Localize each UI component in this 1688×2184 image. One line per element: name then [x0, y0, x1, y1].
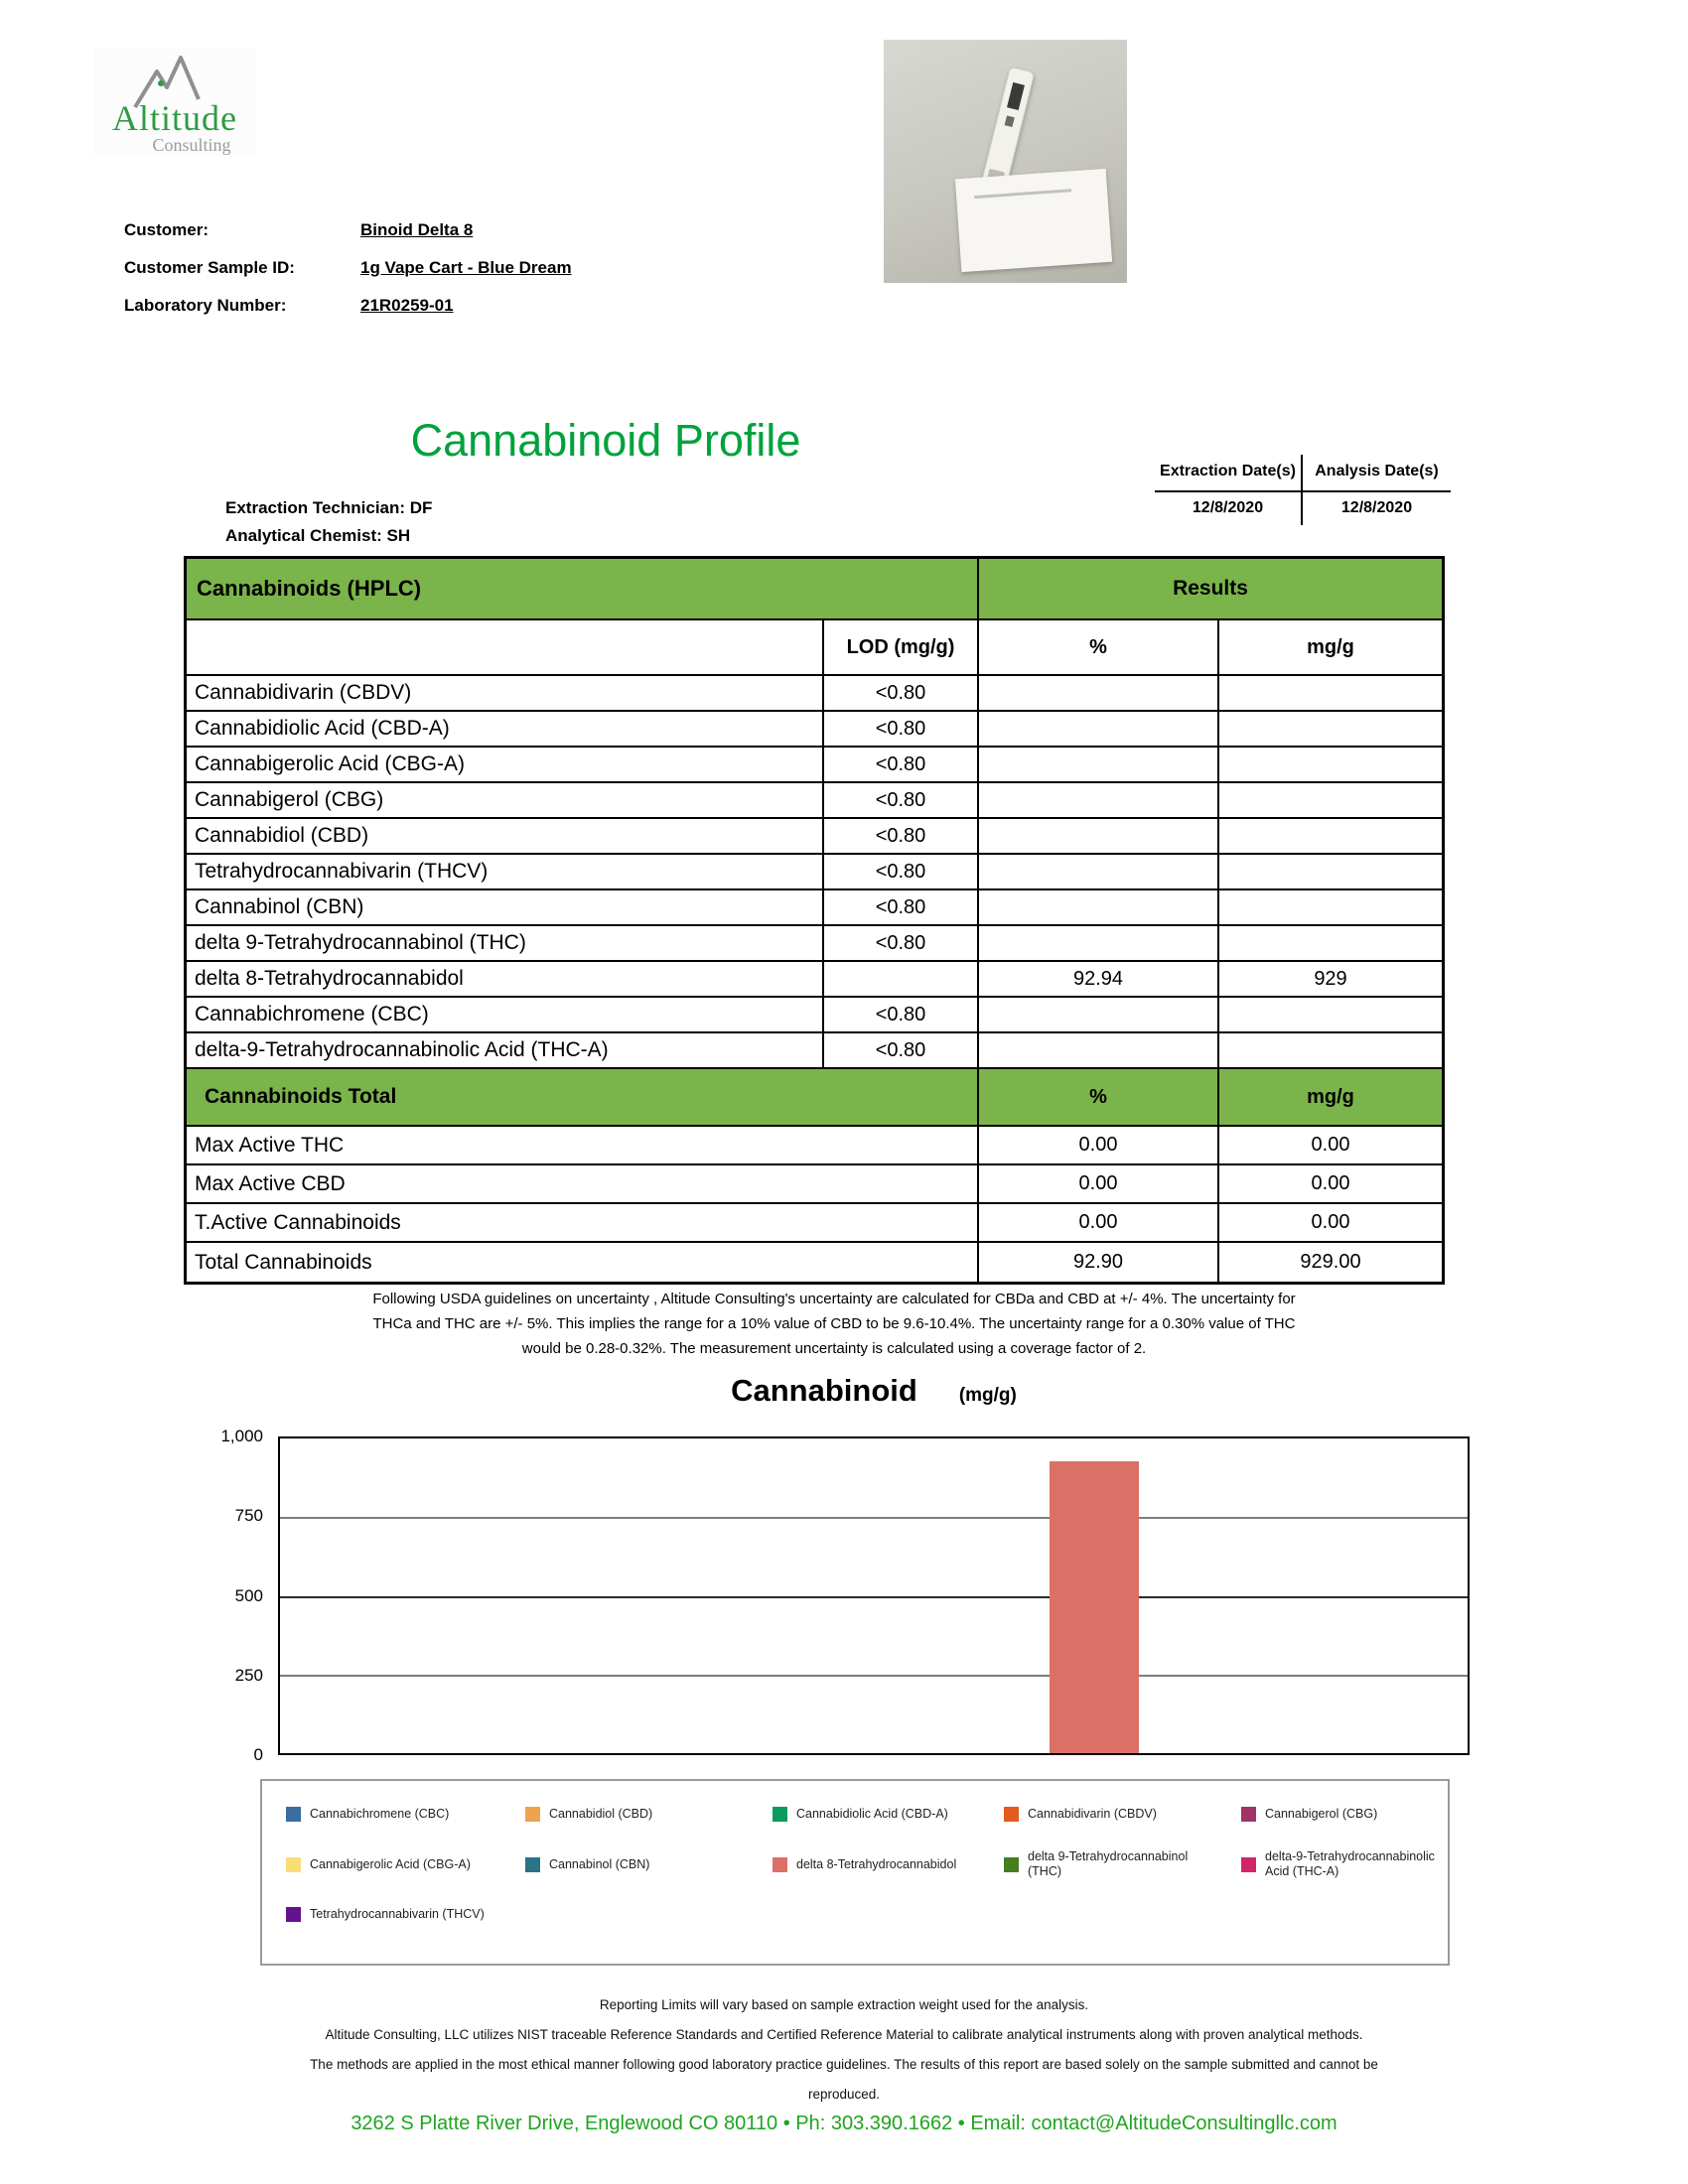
table-column-header-row — [187, 620, 1442, 676]
legend-swatch — [1241, 1807, 1256, 1822]
table-row: Cannabidiol (CBD) <0.80 — [187, 819, 1442, 855]
chart-ytick: 1,000 — [220, 1427, 263, 1445]
sample-photo — [884, 40, 1127, 283]
table-row: Tetrahydrocannabivarin (THCV) <0.80 — [187, 855, 1442, 890]
photo-card — [955, 169, 1112, 272]
table-row: Cannabinol (CBN) <0.80 — [187, 890, 1442, 926]
table-row: Cannabichromene (CBC) <0.80 — [187, 998, 1442, 1033]
legend-label: Cannabidiolic Acid (CBD-A) — [796, 1807, 948, 1821]
legend-swatch — [1241, 1857, 1256, 1872]
legend-item — [286, 1907, 525, 1922]
extraction-date-value: 12/8/2020 — [1192, 499, 1264, 516]
legend-label: delta 9-Tetrahydrocannabinol (THC) — [1028, 1849, 1189, 1878]
table-row-delta8: delta 8-Tetrahydrocannabidol 92.94 929 — [187, 962, 1442, 998]
legend-label: Cannabinol (CBN) — [549, 1856, 650, 1871]
sample-id-value: 1g Vape Cart - Blue Dream — [360, 258, 572, 277]
legend-label: Tetrahydrocannabivarin (THCV) — [310, 1907, 485, 1921]
chart-gridline — [280, 1596, 1468, 1598]
totals-row: Total Cannabinoids 92.90 929.00 — [187, 1243, 1442, 1282]
lab-number-value: 21R0259-01 — [360, 296, 454, 315]
address-line: 3262 S Platte River Drive, Englewood CO 80110 • Ph: 303.390.1662 • Email: contact@AltitudeConsultingllc.com — [351, 2113, 1337, 2134]
customer-value: Binoid Delta 8 — [360, 220, 474, 239]
col-header-pct: % — [977, 620, 1217, 674]
totals-col-mgg: mg/g — [1217, 1069, 1442, 1125]
legend-swatch — [1004, 1857, 1019, 1872]
extraction-date-header: Extraction Date(s) — [1155, 455, 1301, 492]
table-row: Cannabidivarin (CBDV) <0.80 — [187, 676, 1442, 712]
table-section-header-row — [187, 559, 1442, 620]
legend-label: delta 8-Tetrahydrocannabidol — [796, 1856, 957, 1871]
chart-unit-label: (mg/g) — [958, 1385, 1017, 1406]
analysis-date-value: 12/8/2020 — [1340, 499, 1413, 516]
chart-title — [278, 1373, 1470, 1409]
legend-item — [1241, 1807, 1442, 1822]
table-row: delta-9-Tetrahydrocannabinolic Acid (THC-A) <0.80 — [187, 1033, 1442, 1069]
legend-swatch — [286, 1857, 301, 1872]
chart-legend — [260, 1779, 1450, 1966]
legend-swatch — [773, 1857, 787, 1872]
analytical-chemist: Analytical Chemist: SH — [225, 526, 411, 545]
uncertainty-note: Following USDA guidelines on uncertainty , Altitude Consulting's uncertainty are calculated for CBDa and CBD at +/- 4%. The uncertainty for THCa and THC are +/- 5%. This implies the range for a 10% value of CBD to be 9.6-10.4%. The uncertainty range for a 0.30% value of THC would be 0.28-0.32%. The measurement uncertainty is calculated using a coverage factor of 2. — [372, 1291, 1296, 1357]
legend-item — [286, 1849, 525, 1879]
chart-y-axis — [149, 1427, 263, 1764]
chart-gridline — [280, 1517, 1468, 1519]
lab-number-label: Laboratory Number: — [124, 296, 287, 315]
customer-row — [124, 220, 839, 244]
brand-subname: Consulting — [152, 135, 231, 155]
legend-item — [1004, 1807, 1241, 1822]
col-header-mgg: mg/g — [1217, 620, 1442, 674]
chart-ytick: 250 — [234, 1665, 263, 1685]
footer-note: Reporting Limits will vary based on sample extraction weight used for the analysis. — [599, 1997, 1089, 2012]
chart-bar — [1050, 1461, 1139, 1753]
table-row: Cannabidiolic Acid (CBD-A) <0.80 — [187, 712, 1442, 748]
legend-swatch — [773, 1807, 787, 1822]
legend-label: Cannabidiol (CBD) — [549, 1807, 653, 1821]
chart-title-text: Cannabinoid — [731, 1373, 917, 1408]
bar-chart — [278, 1436, 1470, 1755]
legend-item — [1241, 1849, 1442, 1879]
section-header: Cannabinoids (HPLC) — [197, 576, 422, 601]
brand-name: Altitude — [112, 98, 237, 138]
table-row: Cannabigerolic Acid (CBG-A) <0.80 — [187, 748, 1442, 783]
totals-row: T.Active Cannabinoids 0.00 0.00 — [187, 1204, 1442, 1243]
results-header: Results — [977, 559, 1442, 618]
chart-ytick: 500 — [234, 1585, 263, 1605]
chart-gridline — [280, 1675, 1468, 1677]
chart-ytick: 0 — [253, 1745, 263, 1764]
sample-id-label: Customer Sample ID: — [124, 258, 295, 277]
legend-label: Cannabichromene (CBC) — [310, 1807, 450, 1821]
legend-label: delta-9-Tetrahydrocannabinolic Acid (THC-A) — [1265, 1849, 1435, 1878]
legend-item — [286, 1807, 525, 1822]
technician-block — [225, 494, 432, 550]
totals-col-pct: % — [977, 1069, 1217, 1125]
totals-row: Max Active THC 0.00 0.00 — [187, 1127, 1442, 1165]
sample-id-row — [124, 258, 839, 282]
footer-note: Altitude Consulting, LLC utilizes NIST traceable Reference Standards and Certified Reference Material to calibrate analytical instruments along with proven analytical methods. — [325, 2027, 1363, 2042]
totals-header-row — [187, 1069, 1442, 1127]
table-row: delta 9-Tetrahydrocannabinol (THC) <0.80 — [187, 926, 1442, 962]
customer-label: Customer: — [124, 220, 210, 239]
legend-label: Cannabigerol (CBG) — [1265, 1807, 1378, 1821]
legend-item — [773, 1807, 1004, 1822]
legend-swatch — [1004, 1807, 1019, 1822]
chart-ytick: 750 — [234, 1506, 263, 1526]
page-title: Cannabinoid Profile — [410, 415, 801, 466]
analysis-date-header: Analysis Date(s) — [1303, 455, 1451, 492]
legend-swatch — [286, 1807, 301, 1822]
legend-swatch — [525, 1807, 540, 1822]
cannabinoid-table — [184, 556, 1445, 1285]
legend-label: Cannabigerolic Acid (CBG-A) — [310, 1856, 471, 1871]
legend-item — [773, 1849, 1004, 1879]
col-header-lod: LOD (mg/g) — [822, 620, 977, 674]
legend-label: Cannabidivarin (CBDV) — [1028, 1807, 1157, 1821]
totals-row: Max Active CBD 0.00 0.00 — [187, 1165, 1442, 1204]
extraction-technician: Extraction Technician: DF — [225, 498, 433, 517]
footer-note: The methods are applied in the most ethical manner following good laboratory practice guidelines. The results of this report are based solely on the sample submitted and cannot be — [310, 2057, 1378, 2072]
legend-swatch — [286, 1907, 301, 1922]
lab-number-row — [124, 296, 839, 320]
legend-item — [525, 1807, 773, 1822]
dates-table — [1155, 455, 1451, 525]
footer-note: reproduced. — [807, 2087, 881, 2102]
legend-swatch — [525, 1857, 540, 1872]
legend-item — [525, 1849, 773, 1879]
legend-item — [1004, 1849, 1241, 1879]
lab-logo — [94, 48, 255, 157]
table-row: Cannabigerol (CBG) <0.80 — [187, 783, 1442, 819]
totals-header: Cannabinoids Total — [205, 1085, 397, 1108]
vape-cartridge-image — [981, 67, 1036, 191]
